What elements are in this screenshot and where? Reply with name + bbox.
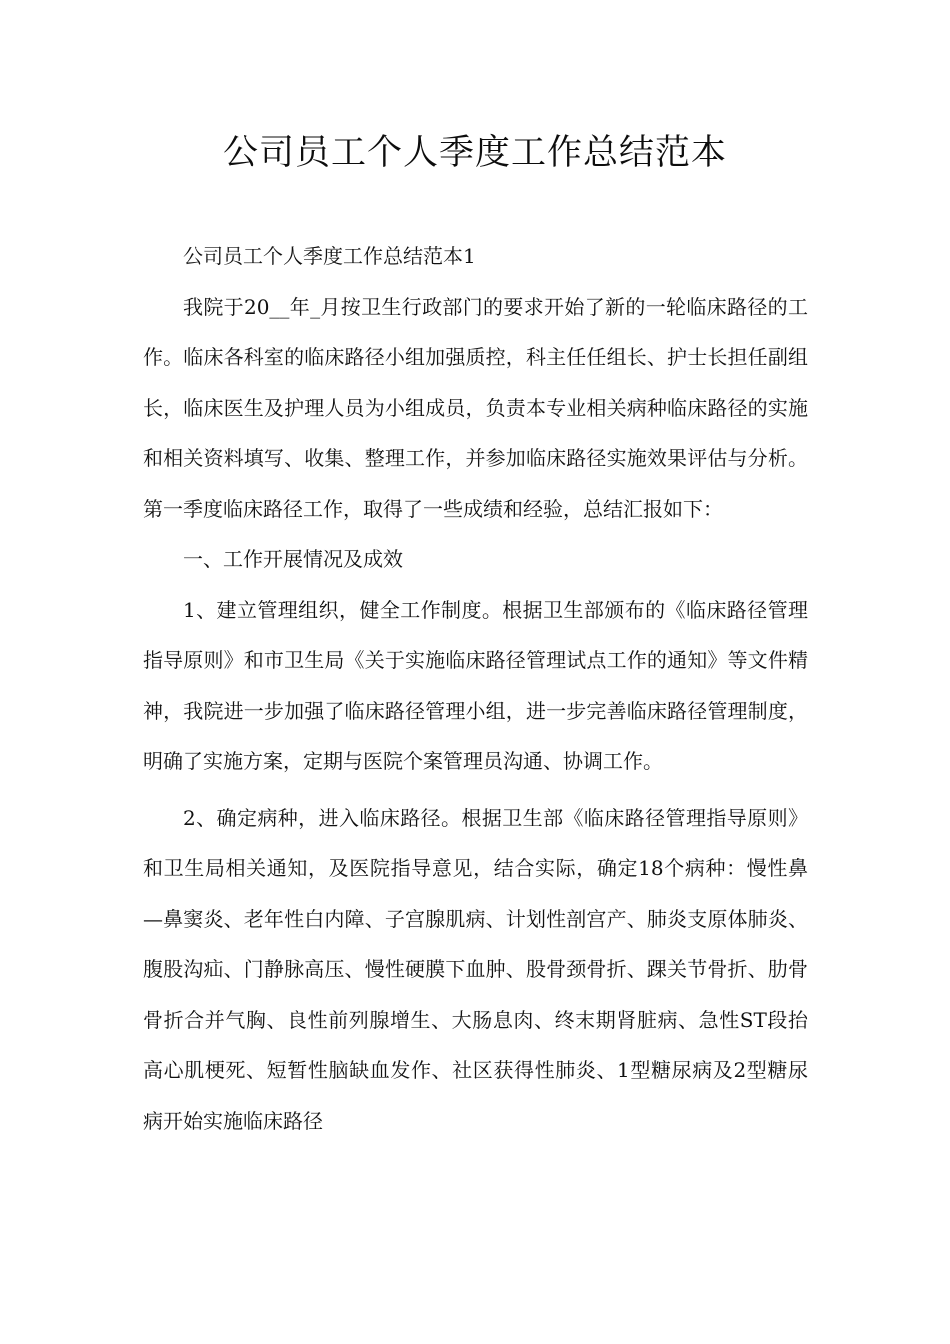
- document-title: 公司员工个人季度工作总结范本: [222, 133, 727, 173]
- intro-paragraph: 我院于20__年_月按卫生行政部门的要求开始了新的一轮临床路径的工作。临床各科室的临床路径小组加强质控，科主任任组长、护士长担任副组长，临床医生及护理人员为小组成员，负责本专业相关病种临床路径的实施和相关资料填写、收集、整理工作，并参加临床路径实施效果评估与分析。第一季度临床路径工作，取得了一些成绩和经验，总结汇报如下：: [143, 294, 808, 521]
- section-heading-1: 公司员工个人季度工作总结范本1: [183, 244, 476, 268]
- paragraph-item-2: 2、确定病种，进入临床路径。根据卫生部《临床路径管理指导原则》和卫生局相关通知，及医院指导意见，结合实际，确定18个病种：慢性鼻—鼻窦炎、老年性白内障、子宫腺肌病、计划性剖宫产、肺炎支原体肺炎、腹股沟疝、门静脉高压、慢性硬膜下血肿、股骨颈骨折、踝关节骨折、肋骨骨折合并气胸、良性前列腺增生、大肠息肉、终末期肾脏病、急性ST段抬高心肌梗死、短暂性脑缺血发作、社区获得性肺炎、1型糖尿病及2型糖尿病开始实施临床路径: [143, 805, 808, 1133]
- document-body: [143, 231, 808, 1146]
- section-heading-work-status: 一、工作开展情况及成效: [183, 547, 403, 571]
- paragraph-item-1: 1、建立管理组织，健全工作制度。根据卫生部颁布的《临床路径管理指导原则》和市卫生局《关于实施临床路径管理试点工作的通知》等文件精神，我院进一步加强了临床路径管理小组，进一步完善临床路径管理制度，明确了实施方案，定期与医院个案管理员沟通、协调工作。: [143, 597, 808, 773]
